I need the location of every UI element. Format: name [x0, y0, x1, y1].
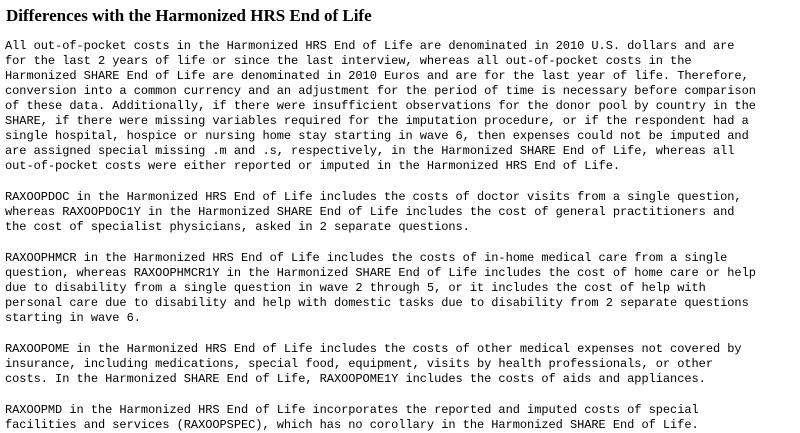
- text-line: single hospital, hospice or nursing home stay starting in wave 6, then expenses could not be imputed and: [5, 129, 749, 143]
- text-line: due to disability from a single question in wave 2 through 5, or it includes the cost of help with: [5, 281, 706, 295]
- paragraph-raxoophmcr: [4, 251, 796, 326]
- text-line: out-of-pocket costs were either reported or imputed in the Harmonized HRS End of Life.: [5, 159, 621, 173]
- text-line: SHARE, if there were missing variables required for the imputation procedure, or if the respondent had a: [5, 114, 749, 128]
- text-line: Harmonized SHARE End of Life are denominated in 2010 Euros and are for the last year of life. Therefore,: [5, 69, 749, 83]
- text-line: conversion into a common currency and an adjustment for the period of time is necessary before comparison: [5, 84, 756, 98]
- section-title: Differences with the Harmonized HRS End of Life: [6, 6, 372, 25]
- text-line: RAXOOPHMCR in the Harmonized HRS End of Life includes the costs of in-home medical care from a single: [5, 251, 728, 265]
- text-line: All out-of-pocket costs in the Harmonized HRS End of Life are denominated in 2010 U.S. dollars and are: [5, 39, 735, 53]
- text-line: facilities and services (RAXOOPSPEC), which has no corollary in the Harmonized SHARE End of Life.: [5, 418, 699, 432]
- text-line: starting in wave 6.: [5, 311, 141, 325]
- paragraph-raxoopome: [4, 342, 796, 387]
- text-line: are assigned special missing .m and .s, respectively, in the Harmonized SHARE End of Life, whereas all: [5, 144, 735, 158]
- text-line: RAXOOPOME in the Harmonized HRS End of Life includes the costs of other medical expenses not covered by: [5, 342, 742, 356]
- text-line: RAXOOPMD in the Harmonized HRS End of Life incorporates the reported and imputed costs of special: [5, 403, 699, 417]
- paragraph-currency-differences: [4, 39, 796, 174]
- text-line: for the last 2 years of life or since the last interview, whereas all out-of-pocket costs in the: [5, 54, 692, 68]
- text-line: question, whereas RAXOOPHMCR1Y in the Harmonized SHARE End of Life includes the cost of home care or help: [5, 266, 756, 280]
- text-line: costs. In the Harmonized SHARE End of Life, RAXOOPOME1Y includes the costs of aids and appliances.: [5, 372, 706, 386]
- text-line: personal care due to disability and help with domestic tasks due to disability from 2 separate questions: [5, 296, 749, 310]
- text-line: insurance, including medications, special food, equipment, visits by health professionals, or other: [5, 357, 713, 371]
- text-line: RAXOOPDOC in the Harmonized HRS End of Life includes the costs of doctor visits from a single question,: [5, 190, 742, 204]
- paragraph-raxoopdoc: [4, 190, 796, 235]
- text-line: whereas RAXOOPDOC1Y in the Harmonized SHARE End of Life includes the cost of general practitioners and: [5, 205, 735, 219]
- text-line: of these data. Additionally, if there were insufficient observations for the donor pool by country in the: [5, 99, 756, 113]
- text-line: the cost of specialist physicians, asked in 2 separate questions.: [5, 220, 470, 234]
- paragraph-raxoopmd: [4, 403, 796, 433]
- document-body: [4, 39, 796, 433]
